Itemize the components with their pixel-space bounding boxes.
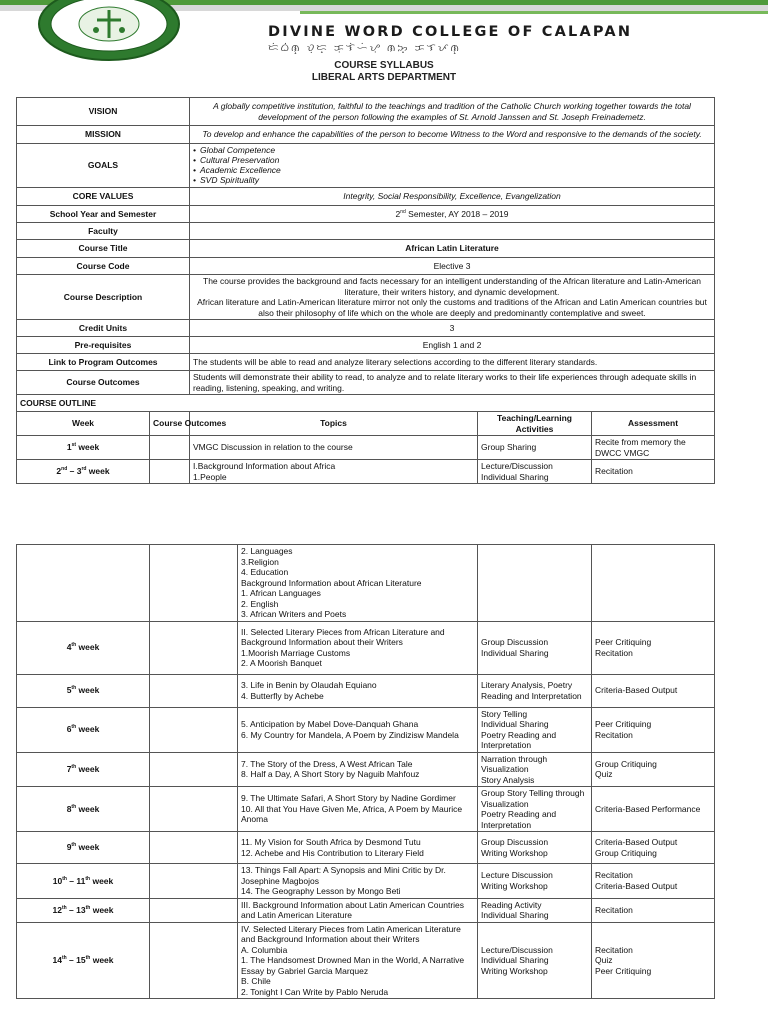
course-outcomes-label: Course Outcomes: [17, 371, 190, 395]
column-header-week: Week: [17, 412, 150, 436]
college-seal-logo: [34, 0, 184, 66]
assessment-cell: Peer Critiquing Recitation: [592, 707, 715, 752]
prerequisites-label: Pre-requisites: [17, 337, 190, 354]
outcome-cell: [150, 436, 190, 460]
activities-cell: [478, 545, 592, 622]
activities-cell: Group Sharing: [478, 436, 592, 460]
activities-cell: Lecture Discussion Writing Workshop: [478, 864, 592, 899]
goals-list-cell: [190, 144, 715, 188]
week-cell: [17, 545, 150, 622]
week-suffix: week: [76, 724, 100, 735]
goal-item: • Academic Excellence: [193, 165, 711, 175]
week-ordinal: th: [71, 642, 77, 649]
course-description-text: [190, 275, 715, 320]
outcome-cell: [150, 898, 238, 922]
week-cell: [17, 864, 150, 899]
college-name: DIVINE WORD COLLEGE OF CALAPAN: [268, 24, 633, 40]
course-code-label: Course Code: [17, 258, 190, 275]
outcome-cell: [150, 621, 238, 674]
topics-cell: I.Background Information about Africa 1.People: [190, 460, 478, 484]
week-ordinal: th: [71, 685, 77, 692]
school-year-label: School Year and Semester: [17, 206, 190, 223]
outline-row: [17, 436, 715, 460]
assessment-cell: Criteria-Based Performance: [592, 787, 715, 832]
week-ordinal: nd: [61, 466, 68, 473]
assessment-cell: Recitation Criteria-Based Output: [592, 864, 715, 899]
week-number: 12: [52, 904, 62, 915]
course-description-para1: The course provides the background and facts necessary for an intelligent understanding of the African literature and Latin-American literature, their writers history, and dynamic development.: [203, 276, 702, 297]
topics-cell: 9. The Ultimate Safari, A Short Story by Nadine Gordimer 10. All that You Have Given Me, Africa, A Poem by Maurice Anoma: [238, 787, 478, 832]
activities-cell: Reading Activity Individual Sharing: [478, 898, 592, 922]
outcome-cell: [150, 674, 238, 707]
week-ordinal: th: [71, 842, 77, 849]
week-range-dash: –: [66, 955, 77, 965]
outline-row: [17, 922, 715, 999]
prerequisites-row: [17, 337, 715, 354]
week-ordinal: th: [85, 875, 91, 882]
week-number: 13: [76, 904, 86, 915]
topics-cell: 5. Anticipation by Mabel Dove-Danquah Ghana 6. My Country for Mandela, A Poem by Zindizisw Mandela: [238, 707, 478, 752]
week-suffix: week: [76, 764, 100, 774]
goal-item: • Global Competence: [193, 145, 711, 155]
assessment-cell: Criteria-Based Output Group Critiquing: [592, 832, 715, 864]
outline-row: [17, 460, 715, 484]
week-cell: [17, 922, 150, 999]
week-number: 11: [76, 875, 86, 886]
week-cell: [17, 832, 150, 864]
topics-cell: 13. Things Fall Apart: A Synopsis and Mini Critic by Dr. Josephine Magbojos 14. The Geography Lesson by Mongo Beti: [238, 864, 478, 899]
core-values-label: CORE VALUES: [17, 188, 190, 206]
week-number: 2: [56, 466, 62, 477]
course-title-label: Course Title: [17, 240, 190, 258]
assessment-cell: Recitation: [592, 460, 715, 484]
outcome-cell: [150, 545, 238, 622]
goal-item: • SVD Spirituality: [193, 175, 711, 185]
week-number: 4: [66, 642, 72, 653]
assessment-cell: Recite from memory the DWCC VMGC: [592, 436, 715, 460]
week-ordinal: th: [71, 803, 77, 810]
outcome-cell: [150, 864, 238, 899]
prerequisites-value: English 1 and 2: [190, 337, 715, 354]
topics-cell: 3. Life in Benin by Olaudah Equiano 4. Butterfly by Achebe: [238, 674, 478, 707]
syllabus-title: COURSE SYLLABUS: [334, 60, 434, 71]
week-cell: [17, 752, 150, 787]
week-range-dash: –: [67, 466, 77, 477]
week-number: 6: [66, 724, 72, 735]
week-cell: [17, 898, 150, 922]
week-suffix: week: [76, 685, 100, 696]
week-suffix: week: [76, 842, 100, 853]
week-suffix: week: [76, 642, 100, 653]
outline-row: [17, 787, 715, 832]
outline-row: [17, 898, 715, 922]
course-outline-title: COURSE OUTLINE: [17, 395, 715, 412]
program-outcomes-row: [17, 354, 715, 371]
course-title-row: [17, 240, 715, 258]
assessment-cell: Peer Critiquing Recitation: [592, 621, 715, 674]
syllabus-info-table: [16, 97, 715, 484]
header-green-stripe: [300, 11, 768, 14]
topics-cell: VMGC Discussion in relation to the course: [190, 436, 478, 460]
week-ordinal: th: [85, 955, 91, 962]
column-header-activities: Teaching/Learning Activities: [478, 412, 592, 436]
core-values-row: [17, 188, 715, 206]
course-code-row: [17, 258, 715, 275]
core-values-text: Integrity, Social Responsibility, Excellence, Evangelization: [190, 188, 715, 206]
credit-units-label: Credit Units: [17, 320, 190, 337]
outcome-cell: [150, 707, 238, 752]
program-outcomes-label: Link to Program Outcomes: [17, 354, 190, 371]
assessment-cell: Criteria-Based Output: [592, 674, 715, 707]
week-cell: [17, 621, 150, 674]
week-ordinal: rd: [81, 466, 87, 473]
week-cell: [17, 787, 150, 832]
week-ordinal: th: [61, 904, 67, 911]
week-ordinal: th: [71, 764, 77, 771]
outcome-cell: [150, 752, 238, 787]
college-name-baybayin: ᜇᜒᜊᜒᜈ᜔ ᜏᜓᜇ᜔ ᜃᜓᜎᜒᜑᜒᜌᜓ ᜈᜅ᜔ ᜃᜎᜉᜈ᜔: [268, 43, 461, 54]
week-number: 15: [76, 955, 86, 965]
course-outline-title-row: [17, 395, 715, 412]
outcome-cell: [150, 832, 238, 864]
week-range-dash: –: [66, 904, 77, 915]
column-header-course-outcomes: Course Outcomes: [150, 412, 190, 436]
topics-cell: II. Selected Literary Pieces from African Literature and Background Information about their Writers 1.Moorish Marriage Customs 2. A Moorish Banquet: [238, 621, 478, 674]
week-number: 9: [66, 842, 72, 853]
goals-list: [193, 145, 711, 185]
faculty-row: [17, 223, 715, 240]
week-number: 10: [52, 875, 63, 886]
week-number: 3: [76, 466, 82, 477]
page-header: [0, 0, 768, 60]
outline-row: [17, 545, 715, 622]
week-ordinal: th: [85, 904, 91, 911]
credit-units-row: [17, 320, 715, 337]
outcome-cell: [150, 460, 190, 484]
vision-text: A globally competitive institution, faithful to the teachings and tradition of the Catholic Church working together towards the total development of the person following the examples of St. Arnold Janssen and St. Joseph Freinademetz.: [190, 98, 715, 126]
outcome-cell: [150, 922, 238, 999]
assessment-cell: [592, 545, 715, 622]
course-description-row: [17, 275, 715, 320]
week-range-dash: –: [66, 875, 77, 886]
goal-item: • Cultural Preservation: [193, 155, 711, 165]
course-outcomes-row: [17, 371, 715, 395]
outline-header-row: [17, 412, 715, 436]
week-ordinal: th: [71, 724, 77, 731]
course-outcomes-text: Students will demonstrate their ability to read, to analyze and to relate literary works to their life experiences through adequate skills in reading, listening, speaking, and writing.: [190, 371, 715, 395]
week-number: 7: [66, 764, 72, 774]
activities-cell: Lecture/Discussion Individual Sharing Writing Workshop: [478, 922, 592, 999]
week-number: 8: [66, 803, 72, 814]
course-description-label: Course Description: [17, 275, 190, 320]
outline-row: [17, 832, 715, 864]
mission-label: MISSION: [17, 126, 190, 144]
mission-row: [17, 126, 715, 144]
course-title-value: African Latin Literature: [190, 240, 715, 258]
activities-cell: Group Story Telling through Visualization Poetry Reading and Interpretation: [478, 787, 592, 832]
course-description-para2: African literature and Latin-American literature mirror not only the customs and traditions of the African and Latin American countries but also their philosophy of life which on the whole are deeply and predominantly contemplative and sweet.: [197, 297, 707, 318]
outline-row: [17, 752, 715, 787]
week-ordinal: st: [71, 442, 77, 449]
topics-cell: 11. My Vision for South Africa by Desmond Tutu 12. Achebe and His Contribution to Literary Field: [238, 832, 478, 864]
outline-rows-page2: [17, 545, 715, 999]
credit-units-value: 3: [190, 320, 715, 337]
course-outline-continued-table: [16, 544, 715, 999]
topics-cell: 2. Languages 3.Religion 4. Education Background Information about African Literature 1. African Languages 2. English 3. African Writers and Poets: [238, 545, 478, 622]
activities-cell: Literary Analysis, Poetry Reading and Interpretation: [478, 674, 592, 707]
outline-row: [17, 864, 715, 899]
topics-cell: III. Background Information about Latin American Countries and Latin American Literature: [238, 898, 478, 922]
week-cell: [17, 674, 150, 707]
week-cell: [17, 707, 150, 752]
week-number: 14: [52, 955, 62, 965]
topics-cell: IV. Selected Literary Pieces from Latin American Literature and Background Information about their Writers A. Columbia 1. The Handsomest Drowned Man in the World, A Narrative Essay by Gabriel Garcia Marquez B. Chile 2. Tonight I Can Write by Pablo Neruda: [238, 922, 478, 999]
week-cell: [17, 460, 150, 484]
week-cell: [17, 436, 150, 460]
week-number: 5: [66, 685, 72, 696]
mission-text: To develop and enhance the capabilities of the person to become Witness to the Word and responsive to the demands of the society.: [190, 126, 715, 144]
activities-cell: Story Telling Individual Sharing Poetry Reading and Interpretation: [478, 707, 592, 752]
vision-row: [17, 98, 715, 126]
sy-rest: Semester, AY 2018 – 2019: [405, 208, 509, 219]
sy-number: 2: [395, 208, 401, 219]
school-year-value: [190, 206, 715, 223]
week-suffix: week: [90, 875, 114, 886]
column-header-assessment: Assessment: [592, 412, 715, 436]
faculty-value: [190, 223, 715, 240]
week-suffix: week: [90, 955, 114, 965]
vision-label: VISION: [17, 98, 190, 126]
activities-cell: Narration through Visualization Story Analysis: [478, 752, 592, 787]
week-ordinal: th: [62, 875, 67, 882]
outline-row: [17, 707, 715, 752]
outline-row: [17, 621, 715, 674]
course-code-value: Elective 3: [190, 258, 715, 275]
school-year-row: [17, 206, 715, 223]
department-title: LIBERAL ARTS DEPARTMENT: [311, 72, 457, 83]
goals-row: [17, 144, 715, 188]
activities-cell: Lecture/Discussion Individual Sharing: [478, 460, 592, 484]
week-suffix: week: [76, 803, 100, 814]
assessment-cell: Recitation: [592, 898, 715, 922]
sy-suffix: nd: [400, 208, 406, 215]
program-outcomes-text: The students will be able to read and analyze literary selections according to the different literary standards.: [190, 354, 715, 371]
activities-cell: Group Discussion Writing Workshop: [478, 832, 592, 864]
assessment-cell: Group Critiquing Quiz: [592, 752, 715, 787]
faculty-label: Faculty: [17, 223, 190, 240]
week-ordinal: th: [61, 955, 67, 962]
week-suffix: week: [76, 442, 100, 453]
week-suffix: week: [86, 466, 110, 477]
topics-cell: 7. The Story of the Dress, A West African Tale 8. Half a Day, A Short Story by Naguib Mahfouz: [238, 752, 478, 787]
goals-label: GOALS: [17, 144, 190, 188]
outline-row: [17, 674, 715, 707]
outline-rows-page1: [17, 436, 715, 484]
assessment-cell: Recitation Quiz Peer Critiquing: [592, 922, 715, 999]
activities-cell: Group Discussion Individual Sharing: [478, 621, 592, 674]
week-suffix: week: [90, 904, 114, 915]
outcome-cell: [150, 787, 238, 832]
column-header-topics: Topics: [190, 412, 478, 436]
week-number: 1: [66, 442, 72, 453]
